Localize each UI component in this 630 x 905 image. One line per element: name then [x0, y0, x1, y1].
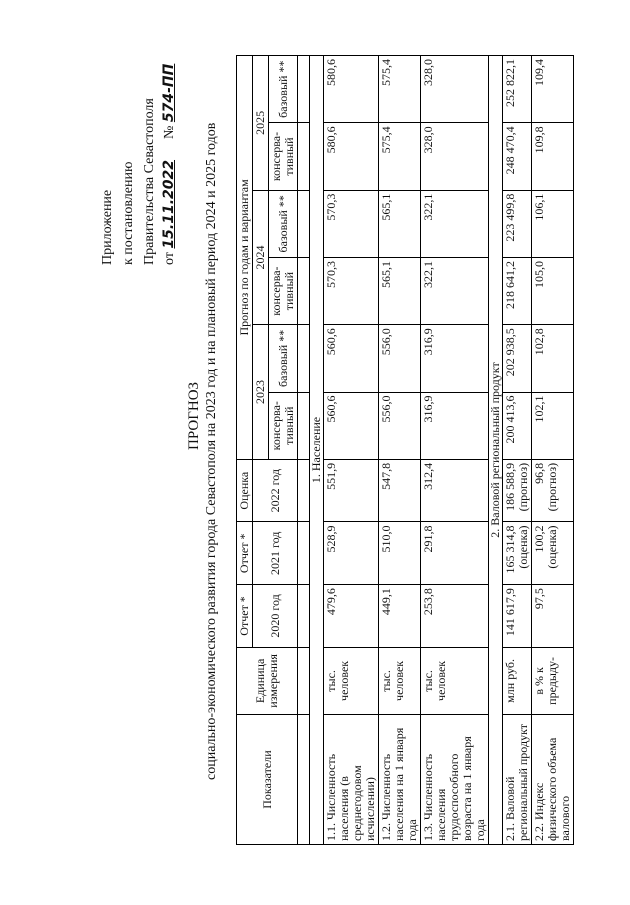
appendix-resolution-label: к постановлению	[121, 161, 136, 265]
value-cell: 100,2 (оценка)	[532, 522, 574, 585]
header-base-2024: базовый **	[269, 190, 298, 257]
value-cell: 165 314,8 (оценка)	[503, 522, 532, 585]
value-cell: 200 413,6	[503, 392, 532, 459]
header-indicators: Показатели	[237, 715, 298, 845]
header-year-2021: 2021 год	[253, 522, 298, 585]
value-cell: 291,8	[421, 522, 489, 585]
header-forecast: Прогноз по годам и вариантам	[237, 56, 253, 460]
header-year-2025: 2025	[253, 56, 269, 191]
value-cell: 96,8 (прогноз)	[532, 459, 574, 522]
table-row	[379, 56, 421, 845]
header-conservative-2025: консерва-тивный	[269, 123, 298, 190]
indicator-cell: 1.1. Численность населения (в среднегодовом исчислении)	[324, 715, 379, 845]
header-year-2023: 2023	[253, 325, 269, 460]
value-cell: 551,9	[324, 459, 379, 522]
value-cell: 328,0	[421, 123, 489, 190]
page-title: ПРОГНОЗ	[186, 381, 202, 450]
value-cell: 565,1	[379, 257, 421, 324]
value-cell: 570,3	[324, 257, 379, 324]
value-cell: 547,8	[379, 459, 421, 522]
value-cell: 322,1	[421, 190, 489, 257]
value-cell: 316,9	[421, 392, 489, 459]
value-cell: 580,6	[324, 56, 379, 123]
unit-cell: тыс. человек	[379, 647, 421, 714]
header-estimate: Оценка	[237, 459, 253, 522]
header-base-2025: базовый **	[269, 56, 298, 123]
header-year-2020: 2020 год	[253, 585, 298, 648]
header-report-2020: Отчет *	[237, 585, 253, 648]
value-cell: 580,6	[324, 123, 379, 190]
unit-cell: тыс. человек	[421, 647, 489, 714]
header-unit: Единица измерения	[237, 647, 298, 714]
indicator-cell: 1.2. Численность населения на 1 января года	[379, 715, 421, 845]
value-cell: 252 822,1	[503, 56, 532, 123]
value-cell: 102,1	[532, 392, 574, 459]
date-prefix: от	[162, 252, 177, 265]
value-cell: 218 641,2	[503, 257, 532, 324]
value-cell: 141 617,9	[503, 585, 532, 648]
page-subtitle: социально-экономического развития города Севастополя на 2023 год и на плановый период 2024 и 2025 годов	[204, 122, 219, 780]
value-cell: 560,6	[324, 392, 379, 459]
value-cell: 202 938,5	[503, 325, 532, 392]
value-cell: 510,0	[379, 522, 421, 585]
value-cell: 106,1	[532, 190, 574, 257]
header-report-2021: Отчет *	[237, 522, 253, 585]
appendix-government-label: Правительства Севастополя	[142, 98, 157, 265]
header-base-2023: базовый **	[269, 325, 298, 392]
value-cell: 449,1	[379, 585, 421, 648]
value-cell: 575,4	[379, 123, 421, 190]
indicator-cell: 1.3. Численность населения трудоспособного возраста на 1 января года	[421, 715, 489, 845]
header-conservative-2023: консерва-тивный	[269, 392, 298, 459]
value-cell: 560,6	[324, 325, 379, 392]
indicator-cell: 2.1. Валовой региональный продукт	[503, 715, 532, 845]
value-cell: 570,3	[324, 190, 379, 257]
value-cell: 565,1	[379, 190, 421, 257]
appendix-date-line	[161, 64, 178, 265]
value-cell: 109,8	[532, 123, 574, 190]
value-cell: 322,1	[421, 257, 489, 324]
resolution-number: 574-ПП	[161, 63, 177, 123]
value-cell: 105,0	[532, 257, 574, 324]
value-cell: 253,8	[421, 585, 489, 648]
indicator-cell: 2.2. Индекс физического объема валового	[532, 715, 574, 845]
value-cell: 328,0	[421, 56, 489, 123]
number-prefix: №	[162, 125, 177, 139]
section-title: 1. Население	[310, 56, 324, 845]
header-year-2022: 2022 год	[253, 459, 298, 522]
value-cell: 109,4	[532, 56, 574, 123]
resolution-date: 15.11.2022	[161, 159, 177, 249]
table-row	[324, 56, 379, 845]
spacer-row	[298, 56, 310, 845]
value-cell: 97,5	[532, 585, 574, 648]
value-cell: 102,8	[532, 325, 574, 392]
header-conservative-2024: консерва-тивный	[269, 257, 298, 324]
value-cell: 316,9	[421, 325, 489, 392]
unit-cell: в % к предыду-	[532, 647, 574, 714]
value-cell: 312,4	[421, 459, 489, 522]
unit-cell: млн руб.	[503, 647, 532, 714]
forecast-table	[236, 55, 574, 845]
section-title: 2. Валовой региональный продукт	[489, 56, 503, 845]
value-cell: 248 470,4	[503, 123, 532, 190]
table-row	[532, 56, 574, 845]
value-cell: 556,0	[379, 325, 421, 392]
value-cell: 556,0	[379, 392, 421, 459]
table-row	[503, 56, 532, 845]
unit-cell: тыс. человек	[324, 647, 379, 714]
value-cell: 528,9	[324, 522, 379, 585]
table-row	[421, 56, 489, 845]
header-year-2024: 2024	[253, 190, 269, 325]
appendix-label: Приложение	[100, 189, 115, 265]
value-cell: 223 499,8	[503, 190, 532, 257]
value-cell: 575,4	[379, 56, 421, 123]
value-cell: 479,6	[324, 585, 379, 648]
value-cell: 186 588,9 (прогноз)	[503, 459, 532, 522]
